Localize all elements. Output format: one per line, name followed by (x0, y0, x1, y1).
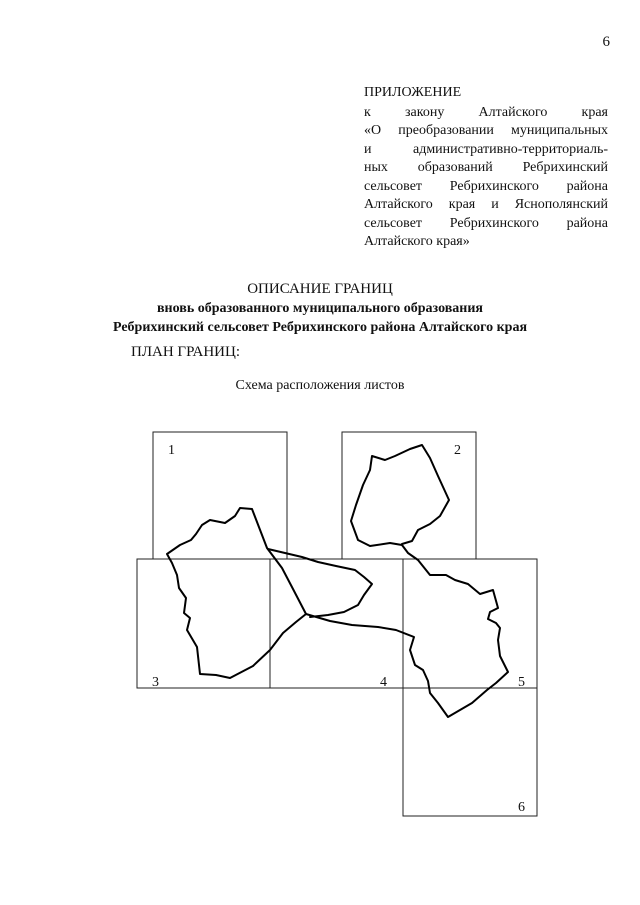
appendix-line: «О преобразовании муниципальных (364, 123, 608, 138)
appendix-line: Алтайского края» (364, 234, 470, 249)
boundary-line (306, 445, 508, 717)
sheet-label-2: 2 (454, 443, 461, 458)
appendix-line: сельсовет Ребрихинского района (364, 178, 608, 194)
appendix-line: ных образований Ребрихинский (364, 160, 608, 175)
sheet-label-3: 3 (152, 675, 159, 690)
plan-heading: ПЛАН ГРАНИЦ: (131, 344, 241, 360)
description-subtitle: вновь образованного муниципального образования (157, 301, 483, 316)
page-number: 6 (602, 34, 610, 50)
sheet-label-5: 5 (518, 675, 525, 690)
scheme-title: Схема расположения листов (235, 378, 405, 393)
description-title: ОПИСАНИЕ ГРАНИЦ (247, 281, 393, 297)
boundary-line (167, 508, 306, 678)
appendix-line: и административно-территориаль- (364, 141, 608, 157)
sheet-frame-4 (270, 559, 403, 688)
appendix-line: сельсовет Ребрихинского района (364, 215, 608, 231)
appendix-title: ПРИЛОЖЕНИЕ (364, 85, 462, 100)
sheet-frame-5 (403, 559, 537, 688)
sheet-label-1: 1 (168, 443, 175, 458)
sheet-label-6: 6 (518, 800, 525, 815)
appendix-line: Алтайского края и Яснополянский (364, 197, 608, 212)
sheet-frame-6 (403, 688, 537, 816)
appendix-line: к закону Алтайского края (364, 104, 608, 120)
description-subtitle: Ребрихинский сельсовет Ребрихинского района Алтайского края (112, 320, 528, 335)
sheet-label-4: 4 (380, 675, 387, 690)
